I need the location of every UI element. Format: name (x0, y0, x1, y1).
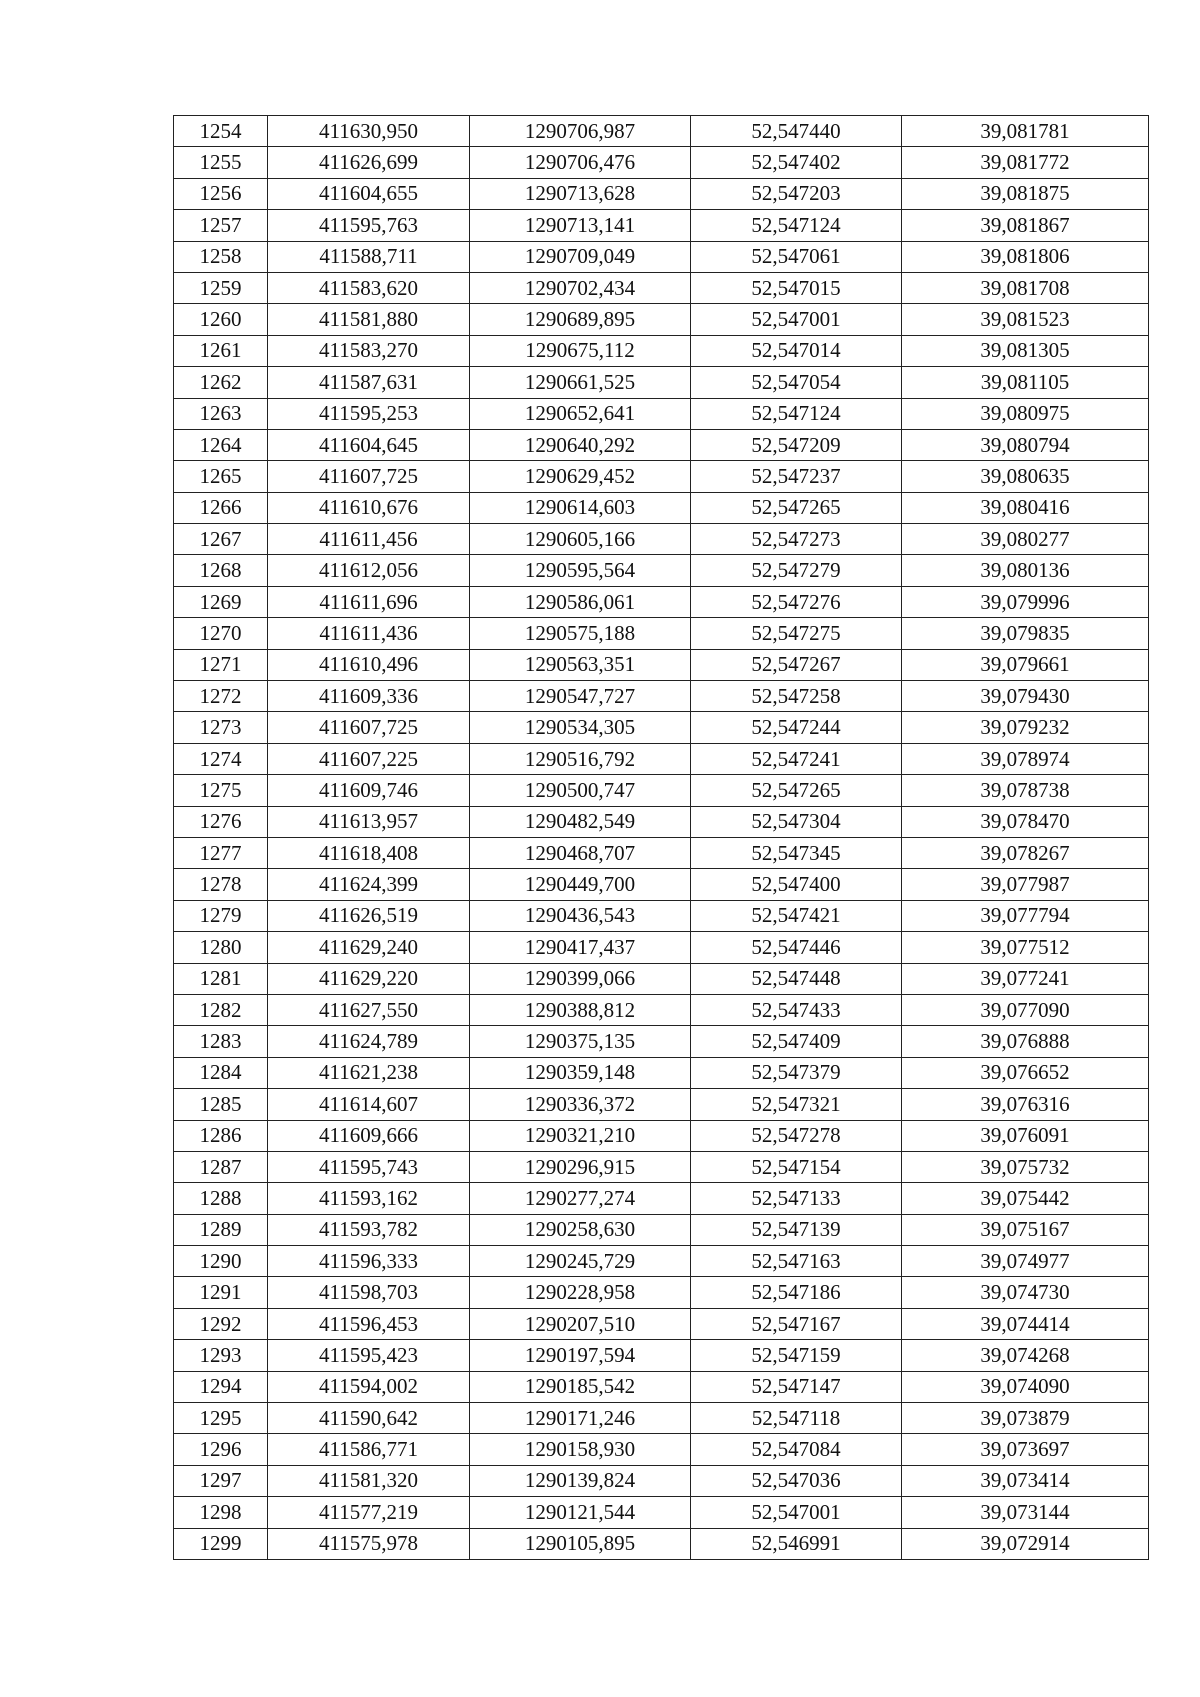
table-row (174, 649, 1149, 680)
point-number-cell: 1296 (174, 1434, 268, 1465)
point-number-cell: 1274 (174, 743, 268, 774)
latitude-cell: 52,547440 (691, 116, 902, 147)
table-row (174, 1057, 1149, 1088)
table-row (174, 367, 1149, 398)
point-number-cell: 1298 (174, 1497, 268, 1528)
longitude-cell: 39,073697 (902, 1434, 1149, 1465)
coordinates-table (173, 115, 1149, 1560)
longitude-cell: 39,080416 (902, 492, 1149, 523)
latitude-cell: 52,547421 (691, 900, 902, 931)
x-coordinate-cell: 411595,253 (268, 398, 470, 429)
longitude-cell: 39,077241 (902, 963, 1149, 994)
point-number-cell: 1271 (174, 649, 268, 680)
latitude-cell: 52,547278 (691, 1120, 902, 1151)
x-coordinate-cell: 411609,746 (268, 775, 470, 806)
x-coordinate-cell: 411609,336 (268, 681, 470, 712)
point-number-cell: 1254 (174, 116, 268, 147)
table-row (174, 743, 1149, 774)
y-coordinate-cell: 1290689,895 (470, 304, 691, 335)
latitude-cell: 52,547265 (691, 775, 902, 806)
point-number-cell: 1277 (174, 837, 268, 868)
y-coordinate-cell: 1290706,987 (470, 116, 691, 147)
point-number-cell: 1276 (174, 806, 268, 837)
longitude-cell: 39,078470 (902, 806, 1149, 837)
x-coordinate-cell: 411590,642 (268, 1403, 470, 1434)
point-number-cell: 1275 (174, 775, 268, 806)
y-coordinate-cell: 1290245,729 (470, 1246, 691, 1277)
point-number-cell: 1280 (174, 932, 268, 963)
latitude-cell: 52,546991 (691, 1528, 902, 1559)
longitude-cell: 39,079661 (902, 649, 1149, 680)
latitude-cell: 52,547446 (691, 932, 902, 963)
point-number-cell: 1291 (174, 1277, 268, 1308)
longitude-cell: 39,074268 (902, 1340, 1149, 1371)
y-coordinate-cell: 1290482,549 (470, 806, 691, 837)
longitude-cell: 39,078738 (902, 775, 1149, 806)
x-coordinate-cell: 411593,782 (268, 1214, 470, 1245)
latitude-cell: 52,547001 (691, 1497, 902, 1528)
point-number-cell: 1262 (174, 367, 268, 398)
table-row (174, 1308, 1149, 1339)
point-number-cell: 1257 (174, 210, 268, 241)
x-coordinate-cell: 411621,238 (268, 1057, 470, 1088)
latitude-cell: 52,547163 (691, 1246, 902, 1277)
longitude-cell: 39,076888 (902, 1026, 1149, 1057)
latitude-cell: 52,547054 (691, 367, 902, 398)
point-number-cell: 1255 (174, 147, 268, 178)
point-number-cell: 1272 (174, 681, 268, 712)
point-number-cell: 1258 (174, 241, 268, 272)
point-number-cell: 1267 (174, 524, 268, 555)
point-number-cell: 1297 (174, 1465, 268, 1496)
longitude-cell: 39,081305 (902, 335, 1149, 366)
latitude-cell: 52,547275 (691, 618, 902, 649)
table-row (174, 241, 1149, 272)
x-coordinate-cell: 411598,703 (268, 1277, 470, 1308)
longitude-cell: 39,076652 (902, 1057, 1149, 1088)
latitude-cell: 52,547084 (691, 1434, 902, 1465)
y-coordinate-cell: 1290605,166 (470, 524, 691, 555)
y-coordinate-cell: 1290171,246 (470, 1403, 691, 1434)
longitude-cell: 39,081806 (902, 241, 1149, 272)
latitude-cell: 52,547124 (691, 210, 902, 241)
longitude-cell: 39,077512 (902, 932, 1149, 963)
table-row (174, 932, 1149, 963)
y-coordinate-cell: 1290563,351 (470, 649, 691, 680)
point-number-cell: 1299 (174, 1528, 268, 1559)
y-coordinate-cell: 1290336,372 (470, 1089, 691, 1120)
longitude-cell: 39,074414 (902, 1308, 1149, 1339)
y-coordinate-cell: 1290139,824 (470, 1465, 691, 1496)
point-number-cell: 1285 (174, 1089, 268, 1120)
table-row (174, 1183, 1149, 1214)
point-number-cell: 1269 (174, 586, 268, 617)
y-coordinate-cell: 1290228,958 (470, 1277, 691, 1308)
latitude-cell: 52,547379 (691, 1057, 902, 1088)
latitude-cell: 52,547133 (691, 1183, 902, 1214)
y-coordinate-cell: 1290661,525 (470, 367, 691, 398)
longitude-cell: 39,076316 (902, 1089, 1149, 1120)
table-row (174, 1120, 1149, 1151)
y-coordinate-cell: 1290277,274 (470, 1183, 691, 1214)
y-coordinate-cell: 1290436,543 (470, 900, 691, 931)
latitude-cell: 52,547448 (691, 963, 902, 994)
table-row (174, 1497, 1149, 1528)
point-number-cell: 1260 (174, 304, 268, 335)
x-coordinate-cell: 411626,699 (268, 147, 470, 178)
latitude-cell: 52,547147 (691, 1371, 902, 1402)
point-number-cell: 1268 (174, 555, 268, 586)
x-coordinate-cell: 411627,550 (268, 994, 470, 1025)
table-row (174, 524, 1149, 555)
point-number-cell: 1290 (174, 1246, 268, 1277)
longitude-cell: 39,072914 (902, 1528, 1149, 1559)
point-number-cell: 1279 (174, 900, 268, 931)
point-number-cell: 1293 (174, 1340, 268, 1371)
x-coordinate-cell: 411607,725 (268, 461, 470, 492)
point-number-cell: 1261 (174, 335, 268, 366)
latitude-cell: 52,547154 (691, 1151, 902, 1182)
table-row (174, 1465, 1149, 1496)
latitude-cell: 52,547036 (691, 1465, 902, 1496)
longitude-cell: 39,081875 (902, 178, 1149, 209)
x-coordinate-cell: 411611,456 (268, 524, 470, 555)
table-row (174, 304, 1149, 335)
table-row (174, 1214, 1149, 1245)
y-coordinate-cell: 1290713,141 (470, 210, 691, 241)
point-number-cell: 1292 (174, 1308, 268, 1339)
table-row (174, 1434, 1149, 1465)
latitude-cell: 52,547014 (691, 335, 902, 366)
table-row (174, 963, 1149, 994)
y-coordinate-cell: 1290449,700 (470, 869, 691, 900)
y-coordinate-cell: 1290258,630 (470, 1214, 691, 1245)
table-row (174, 775, 1149, 806)
table-row (174, 681, 1149, 712)
x-coordinate-cell: 411607,225 (268, 743, 470, 774)
y-coordinate-cell: 1290121,544 (470, 1497, 691, 1528)
point-number-cell: 1294 (174, 1371, 268, 1402)
point-number-cell: 1278 (174, 869, 268, 900)
latitude-cell: 52,547237 (691, 461, 902, 492)
longitude-cell: 39,077090 (902, 994, 1149, 1025)
table-row (174, 1403, 1149, 1434)
x-coordinate-cell: 411626,519 (268, 900, 470, 931)
x-coordinate-cell: 411575,978 (268, 1528, 470, 1559)
table-row (174, 116, 1149, 147)
latitude-cell: 52,547258 (691, 681, 902, 712)
y-coordinate-cell: 1290516,792 (470, 743, 691, 774)
x-coordinate-cell: 411588,711 (268, 241, 470, 272)
latitude-cell: 52,547139 (691, 1214, 902, 1245)
table-row (174, 869, 1149, 900)
y-coordinate-cell: 1290105,895 (470, 1528, 691, 1559)
longitude-cell: 39,075732 (902, 1151, 1149, 1182)
x-coordinate-cell: 411596,453 (268, 1308, 470, 1339)
coordinates-table-body (174, 116, 1149, 1560)
table-row (174, 429, 1149, 460)
point-number-cell: 1266 (174, 492, 268, 523)
x-coordinate-cell: 411595,743 (268, 1151, 470, 1182)
longitude-cell: 39,079996 (902, 586, 1149, 617)
y-coordinate-cell: 1290586,061 (470, 586, 691, 617)
table-row (174, 335, 1149, 366)
x-coordinate-cell: 411604,655 (268, 178, 470, 209)
table-row (174, 555, 1149, 586)
table-row (174, 1089, 1149, 1120)
x-coordinate-cell: 411583,620 (268, 272, 470, 303)
x-coordinate-cell: 411577,219 (268, 1497, 470, 1528)
longitude-cell: 39,080975 (902, 398, 1149, 429)
point-number-cell: 1273 (174, 712, 268, 743)
latitude-cell: 52,547402 (691, 147, 902, 178)
x-coordinate-cell: 411609,666 (268, 1120, 470, 1151)
y-coordinate-cell: 1290500,747 (470, 775, 691, 806)
longitude-cell: 39,076091 (902, 1120, 1149, 1151)
y-coordinate-cell: 1290675,112 (470, 335, 691, 366)
latitude-cell: 52,547124 (691, 398, 902, 429)
latitude-cell: 52,547118 (691, 1403, 902, 1434)
table-row (174, 147, 1149, 178)
table-row (174, 837, 1149, 868)
latitude-cell: 52,547304 (691, 806, 902, 837)
y-coordinate-cell: 1290417,437 (470, 932, 691, 963)
latitude-cell: 52,547167 (691, 1308, 902, 1339)
y-coordinate-cell: 1290706,476 (470, 147, 691, 178)
longitude-cell: 39,080277 (902, 524, 1149, 555)
latitude-cell: 52,547276 (691, 586, 902, 617)
longitude-cell: 39,079232 (902, 712, 1149, 743)
x-coordinate-cell: 411612,056 (268, 555, 470, 586)
point-number-cell: 1289 (174, 1214, 268, 1245)
longitude-cell: 39,073144 (902, 1497, 1149, 1528)
y-coordinate-cell: 1290709,049 (470, 241, 691, 272)
y-coordinate-cell: 1290713,628 (470, 178, 691, 209)
y-coordinate-cell: 1290375,135 (470, 1026, 691, 1057)
point-number-cell: 1259 (174, 272, 268, 303)
point-number-cell: 1265 (174, 461, 268, 492)
latitude-cell: 52,547345 (691, 837, 902, 868)
y-coordinate-cell: 1290629,452 (470, 461, 691, 492)
latitude-cell: 52,547267 (691, 649, 902, 680)
table-row (174, 272, 1149, 303)
latitude-cell: 52,547409 (691, 1026, 902, 1057)
longitude-cell: 39,081772 (902, 147, 1149, 178)
longitude-cell: 39,081708 (902, 272, 1149, 303)
table-row (174, 1026, 1149, 1057)
x-coordinate-cell: 411594,002 (268, 1371, 470, 1402)
latitude-cell: 52,547186 (691, 1277, 902, 1308)
longitude-cell: 39,078974 (902, 743, 1149, 774)
table-row (174, 461, 1149, 492)
point-number-cell: 1284 (174, 1057, 268, 1088)
longitude-cell: 39,081867 (902, 210, 1149, 241)
y-coordinate-cell: 1290197,594 (470, 1340, 691, 1371)
x-coordinate-cell: 411611,696 (268, 586, 470, 617)
x-coordinate-cell: 411611,436 (268, 618, 470, 649)
longitude-cell: 39,081105 (902, 367, 1149, 398)
point-number-cell: 1287 (174, 1151, 268, 1182)
x-coordinate-cell: 411583,270 (268, 335, 470, 366)
y-coordinate-cell: 1290359,148 (470, 1057, 691, 1088)
point-number-cell: 1288 (174, 1183, 268, 1214)
y-coordinate-cell: 1290468,707 (470, 837, 691, 868)
latitude-cell: 52,547433 (691, 994, 902, 1025)
x-coordinate-cell: 411630,950 (268, 116, 470, 147)
latitude-cell: 52,547061 (691, 241, 902, 272)
longitude-cell: 39,080136 (902, 555, 1149, 586)
point-number-cell: 1286 (174, 1120, 268, 1151)
y-coordinate-cell: 1290388,812 (470, 994, 691, 1025)
latitude-cell: 52,547209 (691, 429, 902, 460)
point-number-cell: 1282 (174, 994, 268, 1025)
x-coordinate-cell: 411624,399 (268, 869, 470, 900)
longitude-cell: 39,078267 (902, 837, 1149, 868)
latitude-cell: 52,547244 (691, 712, 902, 743)
x-coordinate-cell: 411629,240 (268, 932, 470, 963)
y-coordinate-cell: 1290207,510 (470, 1308, 691, 1339)
latitude-cell: 52,547001 (691, 304, 902, 335)
table-row (174, 1340, 1149, 1371)
y-coordinate-cell: 1290399,066 (470, 963, 691, 994)
latitude-cell: 52,547203 (691, 178, 902, 209)
x-coordinate-cell: 411581,320 (268, 1465, 470, 1496)
point-number-cell: 1270 (174, 618, 268, 649)
latitude-cell: 52,547241 (691, 743, 902, 774)
point-number-cell: 1295 (174, 1403, 268, 1434)
y-coordinate-cell: 1290321,210 (470, 1120, 691, 1151)
y-coordinate-cell: 1290640,292 (470, 429, 691, 460)
y-coordinate-cell: 1290614,603 (470, 492, 691, 523)
longitude-cell: 39,077987 (902, 869, 1149, 900)
table-row (174, 712, 1149, 743)
table-row (174, 210, 1149, 241)
longitude-cell: 39,073879 (902, 1403, 1149, 1434)
longitude-cell: 39,075167 (902, 1214, 1149, 1245)
y-coordinate-cell: 1290547,727 (470, 681, 691, 712)
table-row (174, 900, 1149, 931)
x-coordinate-cell: 411581,880 (268, 304, 470, 335)
point-number-cell: 1263 (174, 398, 268, 429)
table-row (174, 1371, 1149, 1402)
longitude-cell: 39,079430 (902, 681, 1149, 712)
y-coordinate-cell: 1290296,915 (470, 1151, 691, 1182)
longitude-cell: 39,081781 (902, 116, 1149, 147)
x-coordinate-cell: 411613,957 (268, 806, 470, 837)
x-coordinate-cell: 411586,771 (268, 1434, 470, 1465)
table-row (174, 1151, 1149, 1182)
y-coordinate-cell: 1290185,542 (470, 1371, 691, 1402)
longitude-cell: 39,074730 (902, 1277, 1149, 1308)
x-coordinate-cell: 411595,423 (268, 1340, 470, 1371)
latitude-cell: 52,547265 (691, 492, 902, 523)
latitude-cell: 52,547273 (691, 524, 902, 555)
longitude-cell: 39,080635 (902, 461, 1149, 492)
table-row (174, 1246, 1149, 1277)
table-row (174, 586, 1149, 617)
y-coordinate-cell: 1290652,641 (470, 398, 691, 429)
y-coordinate-cell: 1290595,564 (470, 555, 691, 586)
table-row (174, 398, 1149, 429)
table-row (174, 178, 1149, 209)
table-row (174, 492, 1149, 523)
x-coordinate-cell: 411596,333 (268, 1246, 470, 1277)
latitude-cell: 52,547321 (691, 1089, 902, 1120)
x-coordinate-cell: 411618,408 (268, 837, 470, 868)
x-coordinate-cell: 411610,496 (268, 649, 470, 680)
latitude-cell: 52,547400 (691, 869, 902, 900)
x-coordinate-cell: 411607,725 (268, 712, 470, 743)
x-coordinate-cell: 411629,220 (268, 963, 470, 994)
table-row (174, 806, 1149, 837)
y-coordinate-cell: 1290158,930 (470, 1434, 691, 1465)
longitude-cell: 39,077794 (902, 900, 1149, 931)
longitude-cell: 39,074090 (902, 1371, 1149, 1402)
longitude-cell: 39,073414 (902, 1465, 1149, 1496)
latitude-cell: 52,547015 (691, 272, 902, 303)
table-row (174, 1528, 1149, 1559)
table-row (174, 1277, 1149, 1308)
longitude-cell: 39,081523 (902, 304, 1149, 335)
point-number-cell: 1256 (174, 178, 268, 209)
latitude-cell: 52,547159 (691, 1340, 902, 1371)
table-row (174, 994, 1149, 1025)
y-coordinate-cell: 1290575,188 (470, 618, 691, 649)
x-coordinate-cell: 411595,763 (268, 210, 470, 241)
longitude-cell: 39,075442 (902, 1183, 1149, 1214)
point-number-cell: 1264 (174, 429, 268, 460)
x-coordinate-cell: 411614,607 (268, 1089, 470, 1120)
x-coordinate-cell: 411604,645 (268, 429, 470, 460)
table-row (174, 618, 1149, 649)
longitude-cell: 39,080794 (902, 429, 1149, 460)
longitude-cell: 39,079835 (902, 618, 1149, 649)
x-coordinate-cell: 411593,162 (268, 1183, 470, 1214)
latitude-cell: 52,547279 (691, 555, 902, 586)
point-number-cell: 1281 (174, 963, 268, 994)
x-coordinate-cell: 411610,676 (268, 492, 470, 523)
longitude-cell: 39,074977 (902, 1246, 1149, 1277)
x-coordinate-cell: 411587,631 (268, 367, 470, 398)
point-number-cell: 1283 (174, 1026, 268, 1057)
y-coordinate-cell: 1290534,305 (470, 712, 691, 743)
y-coordinate-cell: 1290702,434 (470, 272, 691, 303)
x-coordinate-cell: 411624,789 (268, 1026, 470, 1057)
